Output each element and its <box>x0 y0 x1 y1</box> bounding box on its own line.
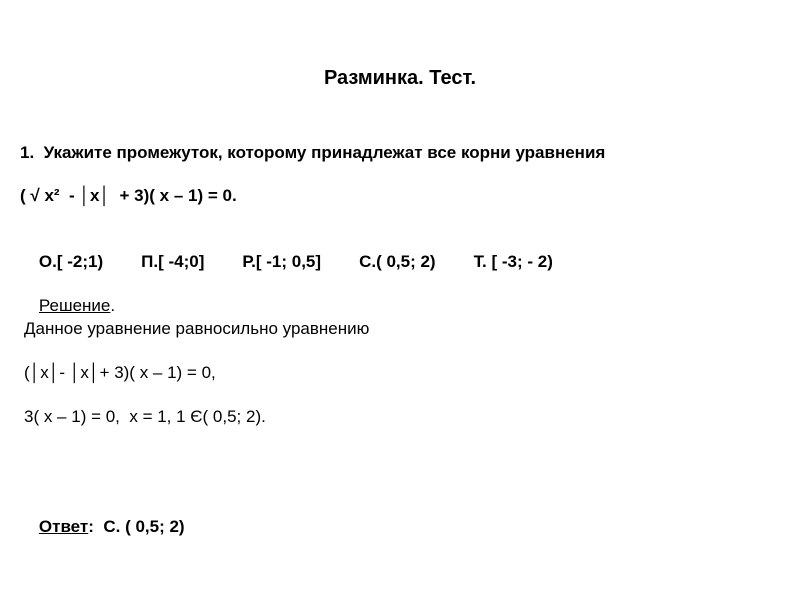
solution-label: Решение <box>38 296 111 315</box>
option-o: О.[ -2;1) <box>38 252 104 271</box>
solution-line-3: 3( x – 1) = 0, x = 1, 1 Є( 0,5; 2). <box>24 407 266 426</box>
option-p: П.[ -4;0] <box>141 252 205 271</box>
answer-value: : С. ( 0,5; 2) <box>88 517 185 536</box>
question-equation: ( √ x² - │x│ + 3)( x – 1) = 0. <box>20 186 237 205</box>
option-r: Р.[ -1; 0,5] <box>242 252 322 271</box>
answer-line <box>20 494 185 560</box>
solution-line-1: Данное уравнение равносильно уравнению <box>24 319 370 338</box>
answer-label: Ответ <box>38 517 89 536</box>
solution-line-2: (│x│- │x│+ 3)( x – 1) = 0, <box>24 363 216 382</box>
solution-label-suffix: . <box>110 296 116 315</box>
slide-title: Разминка. Тест. <box>323 67 477 89</box>
option-s: С.( 0,5; 2) <box>359 252 436 271</box>
option-t: Т. [ -3; - 2) <box>473 252 553 271</box>
question-text: 1. Укажите промежуток, которому принадлежат все корни уравнения <box>20 143 606 162</box>
